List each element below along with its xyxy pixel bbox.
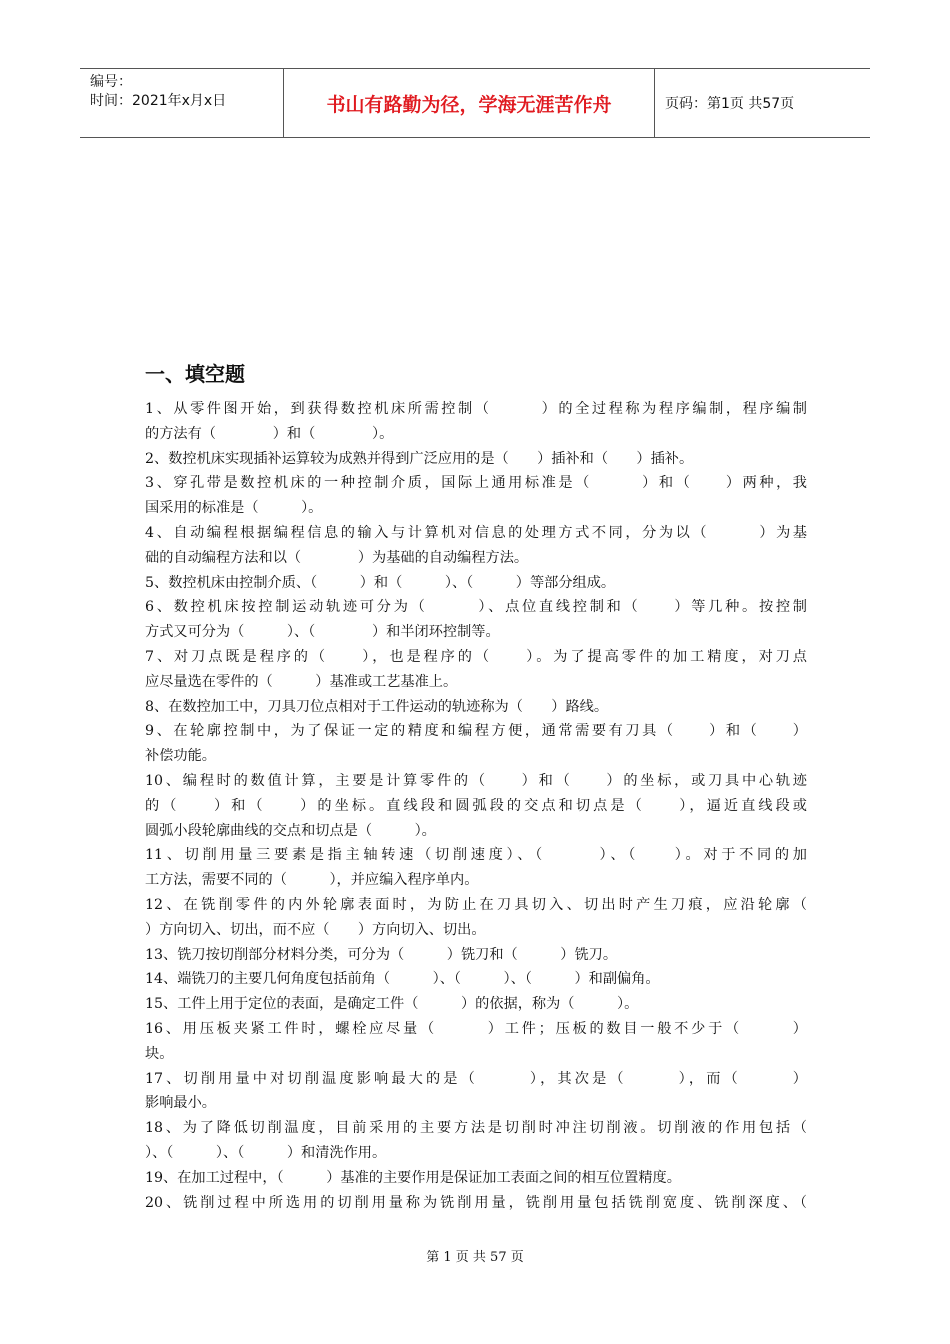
text-line: 2、数控机床实现插补运算较为成熟并得到广泛应用的是（ ）插补和（ ）插补。 (145, 450, 694, 467)
text-line: 圆弧小段轮廓曲线的交点和切点是（ ）。 (145, 822, 436, 839)
text-line: 5、数控机床由控制介质、（ ）和（ ）、（ ）等部分组成。 (145, 574, 616, 591)
text-line: 15、工件上用于定位的表面，是确定工件（ ）的依据，称为（ ）。 (145, 996, 639, 1013)
text-line: 17、切削用量中对切削温度影响最大的是（ ），其次是（ ），而（ ） (145, 1070, 807, 1087)
text-line: 1、从零件图开始，到获得数控机床所需控制（ ）的全过程称为程序编制，程序编制 (145, 401, 807, 417)
text-line: 20、铣削过程中所选用的切削用量称为铣削用量，铣削用量包括铣削宽度、铣削深度、（ (145, 1194, 807, 1211)
text-line: 3、穿孔带是数控机床的一种控制介质，国际上通用标准是（ ）和（ ）两种，我 (145, 475, 807, 492)
text-line: 8、在数控加工中，刀具刀位点相对于工件运动的轨迹称为（ ）路线。 (145, 698, 609, 715)
motto-text: 书山有路勤为径，学海无涯苦作舟 (326, 93, 612, 116)
text-line: 影响最小。 (145, 1095, 216, 1112)
text-line: 4、自动编程根据编程信息的输入与计算机对信息的处理方式不同，分为以（ ）为基 (145, 524, 807, 541)
text-line: ）、（ ）、（ ）和清洗作用。 (145, 1144, 387, 1161)
header-motto-cell (283, 69, 655, 137)
text-line: 应尽量选在零件的（ ）基准或工艺基准上。 (145, 673, 458, 690)
page-info: 页码：第1页 共57页 (665, 96, 795, 112)
text-line: 12、在铣削零件的内外轮廓表面时，为防止在刀具切入、切出时产生刀痕，应沿轮廓（ (145, 896, 807, 913)
text-line: 14、端铣刀的主要几何角度包括前角（ ）、（ ）、（ ）和副偏角。 (145, 971, 660, 988)
text-line: 的方法有（ ）和（ ）。 (145, 425, 394, 442)
page-header (80, 68, 870, 138)
text-line: 18、为了降低切削温度，目前采用的主要方法是切削时冲注切削液。切削液的作用包括（ (145, 1120, 807, 1137)
text-line: 础的自动编程方法和以（ ）为基础的自动编程方法。 (145, 549, 529, 566)
date-label: 时间：2021年x月x日 (90, 93, 227, 109)
question-list (145, 397, 807, 1215)
text-line: 13、铣刀按切削部分材料分类，可分为（ ）铣刀和（ ）铣刀。 (145, 946, 618, 963)
text-line: 块。 (145, 1045, 174, 1062)
text-line: 的（ ）和（ ）的坐标。直线段和圆弧段的交点和切点是（ ），逼近直线段或 (145, 797, 807, 814)
text-line: 补偿功能。 (145, 748, 216, 765)
text-line: 国采用的标准是（ ）。 (145, 500, 323, 517)
text-line: 6、数控机床按控制运动轨迹可分为（ ）、点位直线控制和（ ）等几种。按控制 (145, 599, 807, 616)
header-page-cell (655, 69, 870, 137)
section-title: 一、填空题 (145, 362, 245, 386)
doc-number-label: 编号： (90, 74, 132, 90)
text-line: 16、用压板夹紧工件时，螺栓应尽量（ ）工件；压板的数目一般不少于（ ） (145, 1020, 807, 1037)
text-line: 10、编程时的数值计算，主要是计算零件的（ ）和（ ）的坐标，或刀具中心轨迹 (145, 772, 807, 789)
page-footer: 第 1 页 共 57 页 (426, 1250, 524, 1265)
text-line: 方式又可分为（ ）、（ ）和半闭环控制等。 (145, 624, 500, 641)
header-meta-cell (80, 69, 283, 137)
text-line: 9、在轮廓控制中，为了保证一定的精度和编程方便，通常需要有刀具（ ）和（ ） (145, 723, 807, 740)
text-line: 11、切削用量三要素是指主轴转速（切削速度）、（ ）、（ ）。对于不同的加 (145, 847, 807, 864)
text-line: 19、在加工过程中，（ ）基准的主要作用是保证加工表面之间的相互位置精度。 (145, 1169, 681, 1186)
text-line: 工方法，需要不同的（ ），并应编入程序单内。 (145, 872, 479, 889)
text-line: ）方向切入、切出，而不应（ ）方向切入、切出。 (145, 921, 486, 938)
text-line: 7、对刀点既是程序的（ ），也是程序的（ ）。为了提高零件的加工精度，对刀点 (145, 648, 807, 665)
